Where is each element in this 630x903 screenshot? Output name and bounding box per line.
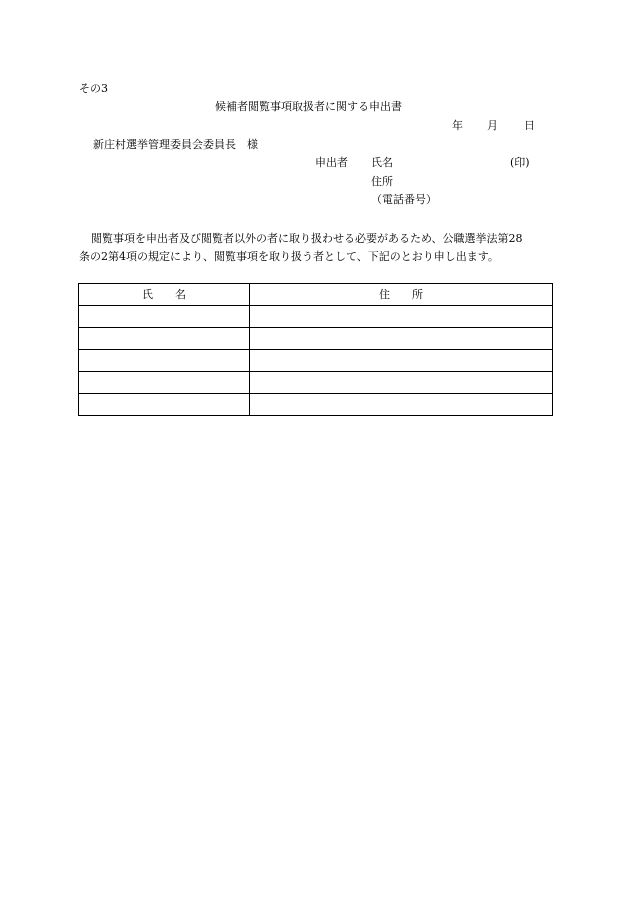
name-cell[interactable] <box>79 350 250 372</box>
document-title: 候補者閲覧事項取扱者に関する申出書 <box>215 100 402 113</box>
date-day-label: 日 <box>524 119 535 132</box>
address-cell[interactable] <box>250 372 553 394</box>
name-cell[interactable] <box>79 394 250 416</box>
form-number-label: その3 <box>79 82 108 95</box>
body-text-line-2: 条の2第4項の規定により、閲覧事項を取り扱う者として、下記のとおり申し出ます。 <box>79 250 499 263</box>
phone-field-label: （電話番号） <box>371 193 437 206</box>
table-header-row <box>79 284 553 306</box>
name-cell[interactable] <box>79 372 250 394</box>
handler-register-table <box>78 283 553 416</box>
seal-mark: (印) <box>510 156 530 169</box>
name-field-label: 氏名 <box>371 156 393 169</box>
table-row <box>79 350 553 372</box>
body-text-line-1: 閲覧事項を申出者及び閲覧者以外の者に取り扱わせる必要があるため、公職選挙法第28 <box>91 232 523 245</box>
column-header-address: 住 所 <box>250 284 553 306</box>
address-field-label: 住所 <box>371 175 393 188</box>
column-header-name: 氏 名 <box>79 284 250 306</box>
table-row <box>79 372 553 394</box>
date-year-label: 年 <box>452 119 463 132</box>
address-cell[interactable] <box>250 306 553 328</box>
address-cell[interactable] <box>250 350 553 372</box>
applicant-label: 申出者 <box>315 156 348 169</box>
table-row <box>79 394 553 416</box>
name-cell[interactable] <box>79 306 250 328</box>
name-cell[interactable] <box>79 328 250 350</box>
table-row <box>79 328 553 350</box>
table-row <box>79 306 553 328</box>
address-cell[interactable] <box>250 328 553 350</box>
address-cell[interactable] <box>250 394 553 416</box>
date-month-label: 月 <box>487 119 498 132</box>
addressee: 新庄村選挙管理委員会委員長 様 <box>93 138 258 151</box>
